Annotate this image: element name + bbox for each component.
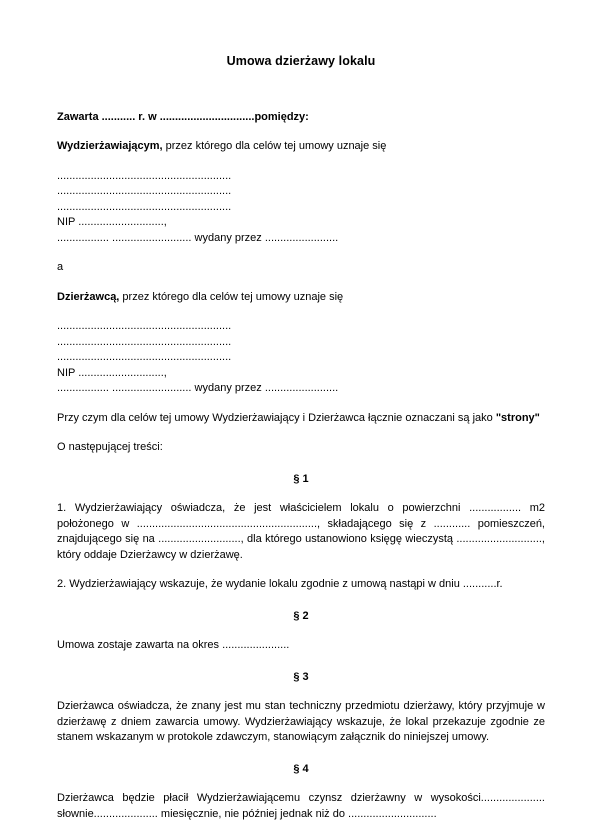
lessee-label: Dzierżawcą, xyxy=(57,290,120,303)
section-paragraph: Dzierżawca będzie płacił Wydzierżawiającemu czynsz dzierżawny w wysokości..................... słownie..................... miesięcznie, nie później jednak niż do ............................. xyxy=(57,792,545,820)
lessee-fill-line: ......................................................... xyxy=(57,320,232,332)
section-header: § 4 xyxy=(293,762,309,775)
lessor-block xyxy=(57,139,545,246)
joint-designation-text: Przy czym dla celów tej umowy Wydzierżawiający i Dzierżawca łącznie oznaczani są jako xyxy=(57,411,496,424)
section-header: § 1 xyxy=(293,472,309,485)
lessor-fill-line: ......................................................... xyxy=(57,185,232,197)
lessor-label: Wydzierżawiającym, xyxy=(57,140,163,152)
section-header: § 3 xyxy=(293,670,309,683)
lessee-id-line: ................. .......................... wydany przez ........................ xyxy=(57,382,339,394)
content-intro-line: O następującej treści: xyxy=(57,441,163,453)
opening-line: Zawarta ........... r. w ...............................pomiędzy: xyxy=(57,110,309,123)
section-4 xyxy=(57,762,545,823)
lessee-intro-line xyxy=(57,290,545,306)
section-header: § 2 xyxy=(293,609,309,622)
lessee-fill-line: ......................................................... xyxy=(57,335,232,348)
section-2 xyxy=(57,609,545,654)
section-paragraph: 1. Wydzierżawiający oświadcza, że jest właścicielem lokalu o powierzchni ................. m2 położonego w ..........................................................., składającego się z ............ pomieszczeń, znajdującego się na ..........................., dla którego ustanowiono księgę wieczystą ............................, który oddaje Dzierżawcy w dzierżawę. xyxy=(57,502,545,561)
lessor-fill-block xyxy=(57,169,545,247)
lessee-fill-line: ......................................................... xyxy=(57,351,232,363)
lessor-intro-rest: przez którego dla celów tej umowy uznaje się xyxy=(162,140,387,152)
lessor-fill-line: ......................................................... xyxy=(57,169,232,182)
lessee-intro-rest: przez którego dla celów tej umowy uznaje się xyxy=(119,290,344,303)
joint-designation-line xyxy=(57,411,545,427)
party-separator: a xyxy=(57,261,64,273)
lessee-block xyxy=(57,290,545,397)
section-paragraph: 2. Wydzierżawiający wskazuje, że wydanie lokalu zgodnie z umową nastąpi w dniu ...........r. xyxy=(57,578,503,590)
lessor-id-line: ................. .......................... wydany przez ........................ xyxy=(57,231,339,244)
section-1 xyxy=(57,472,545,593)
lessee-fill-block xyxy=(57,319,545,397)
document-title: Umowa dzierżawy lokalu xyxy=(226,54,376,68)
lessee-nip-line: NIP ............................, xyxy=(57,366,167,379)
section-paragraph: Dzierżawca oświadcza, że znany jest mu stan techniczny przedmiotu dzierżawy, który przyjmuje w dzierżawę z dniem zawarcia umowy. Wydzierżawiający wskazuje, że lokal przekazuje zgodnie ze stanem wskazanym w protokole zdawczym, stanowiącym załącznik do niniejszej umowy. xyxy=(57,700,545,743)
lessor-nip-line: NIP ............................, xyxy=(57,216,167,228)
lessor-intro-line xyxy=(57,139,545,155)
lessor-fill-line: ......................................................... xyxy=(57,200,232,213)
section-paragraph: Umowa zostaje zawarta na okres ...................... xyxy=(57,639,290,651)
joint-designation-term: "strony" xyxy=(495,411,540,424)
section-3 xyxy=(57,670,545,746)
